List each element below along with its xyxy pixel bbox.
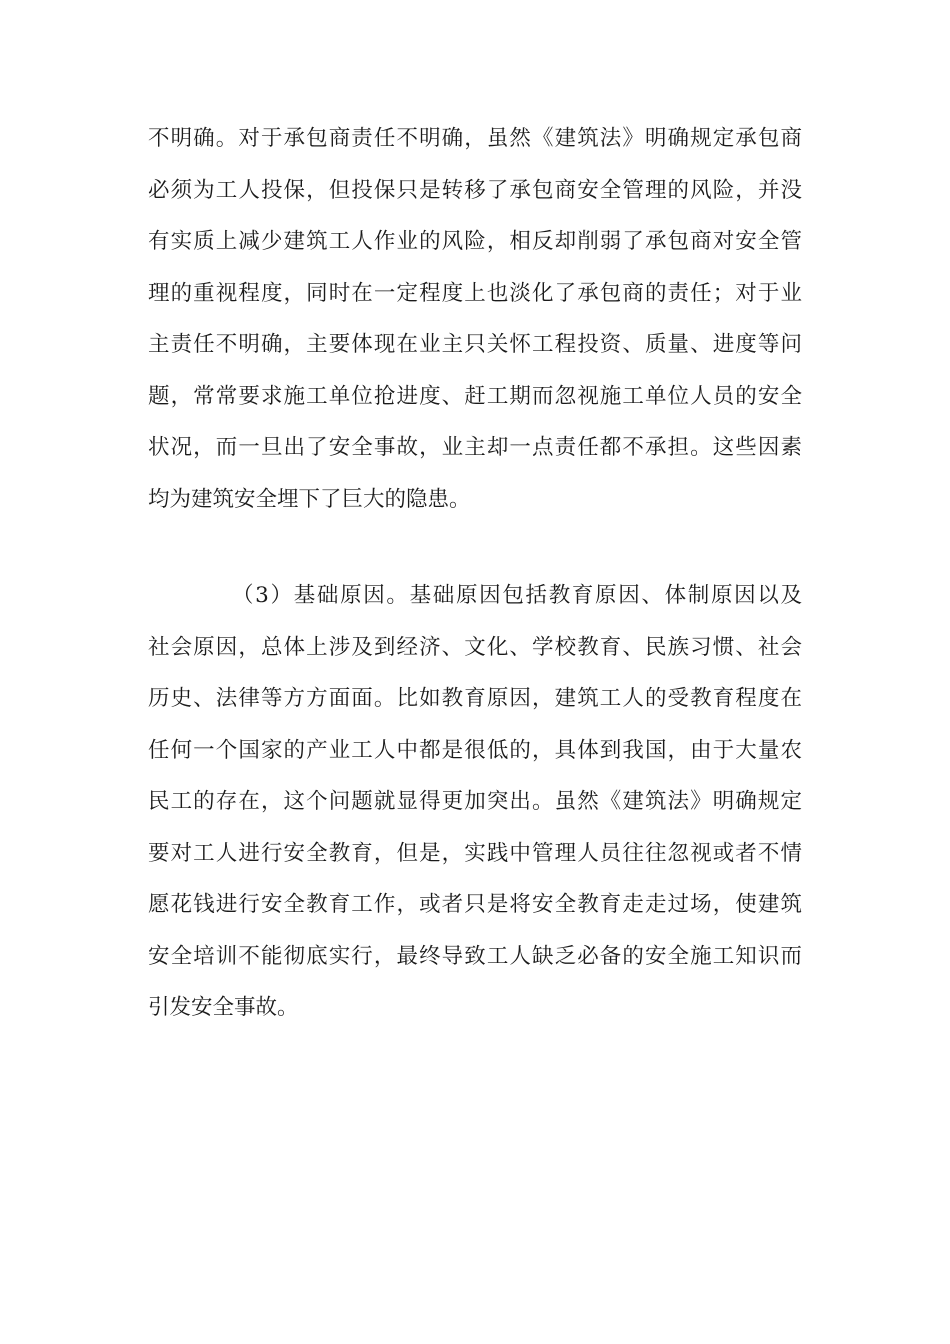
text-line: （3）基础原因。基础原因包括教育原因、体制原因以及 bbox=[232, 583, 802, 608]
text-line: 理的重视程度，同时在一定程度上也淡化了承包商的责任；对于业 bbox=[148, 280, 802, 306]
text-line: 社会原因，总体上涉及到经济、文化、学校教育、民族习惯、社会 bbox=[148, 634, 802, 660]
text-line: 主责任不明确，主要体现在业主只关怀工程投资、质量、进度等问 bbox=[148, 332, 802, 357]
text-line: 民工的存在，这个问题就显得更加突出。虽然《建筑法》明确规定 bbox=[148, 789, 802, 814]
text-line: 状况，而一旦出了安全事故，业主却一点责任都不承担。这些因素 bbox=[148, 435, 802, 460]
text-line: 愿花钱进行安全教育工作，或者只是将安全教育走走过场，使建筑 bbox=[148, 892, 802, 917]
text-line: 任何一个国家的产业工人中都是很低的，具体到我国，由于大量农 bbox=[148, 737, 802, 763]
text-line: 历史、法律等方方面面。比如教育原因，建筑工人的受教育程度在 bbox=[148, 686, 802, 711]
text-line: 有实质上减少建筑工人作业的风险，相反却削弱了承包商对安全管 bbox=[148, 229, 802, 254]
text-line: 要对工人进行安全教育，但是，实践中管理人员往往忽视或者不情 bbox=[148, 840, 802, 866]
text-line: 均为建筑安全埋下了巨大的隐患。 bbox=[148, 486, 471, 512]
paragraph-responsibility bbox=[148, 113, 802, 525]
text-line: 安全培训不能彻底实行，最终导致工人缺乏必备的安全施工知识而 bbox=[148, 943, 802, 969]
text-line: 引发安全事故。 bbox=[148, 995, 299, 1020]
paragraph-basic-causes bbox=[148, 570, 802, 1034]
text-line: 题，常常要求施工单位抢进度、赶工期而忽视施工单位人员的安全 bbox=[148, 383, 802, 409]
text-line: 不明确。对于承包商责任不明确，虽然《建筑法》明确规定承包商 bbox=[148, 126, 802, 151]
text-line: 必须为工人投保，但投保只是转移了承包商安全管理的风险，并没 bbox=[148, 177, 802, 203]
